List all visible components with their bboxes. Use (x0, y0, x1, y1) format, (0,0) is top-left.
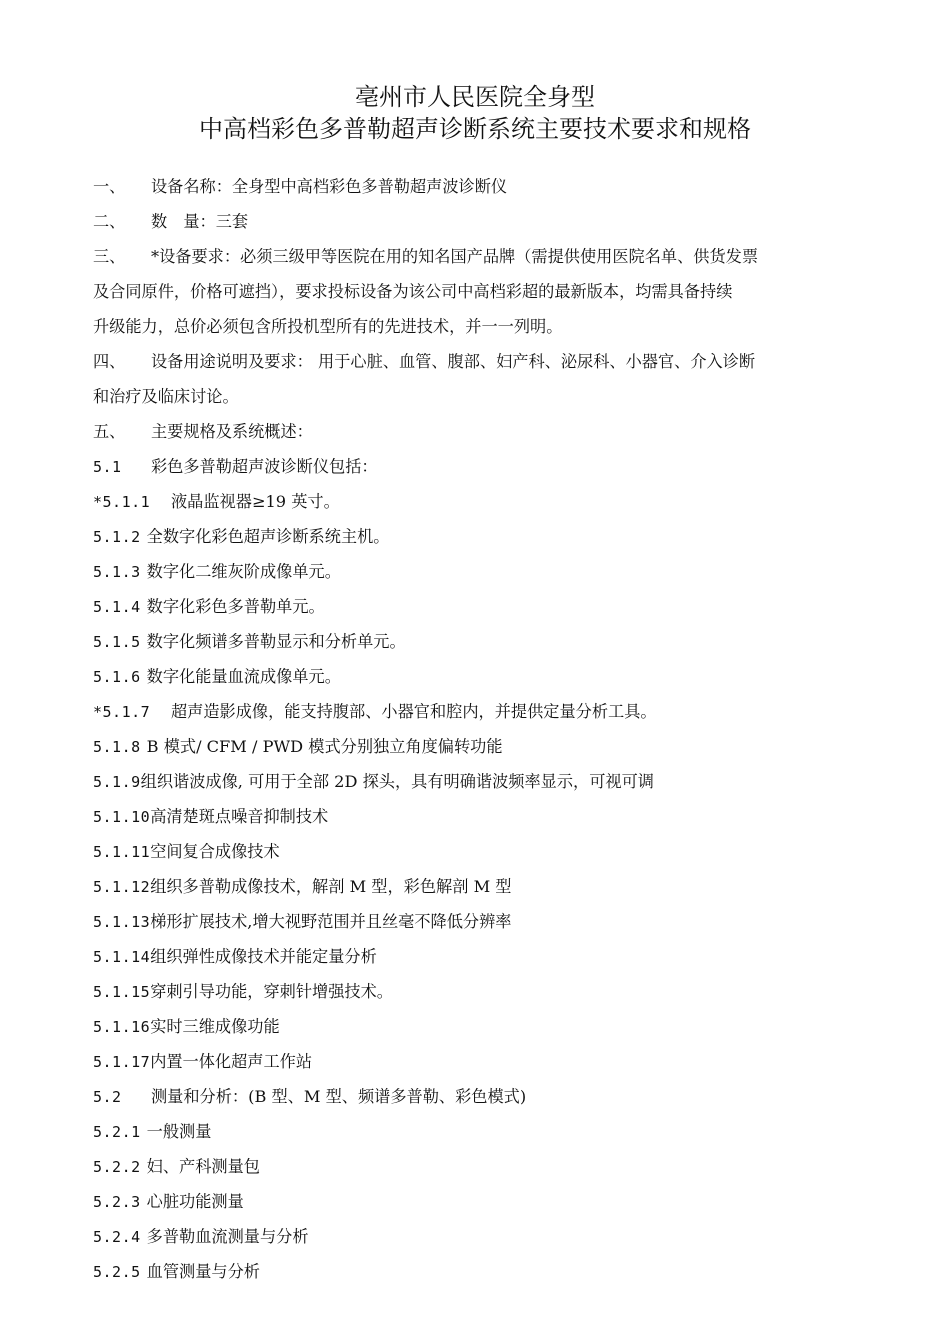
paragraph (93, 344, 868, 414)
item-number: 5.1.10 (93, 808, 151, 826)
paragraph-text: *设备要求：必须三级甲等医院在用的知名国产品牌（需提供使用医院名单、供货发票 (151, 247, 759, 266)
document-title-line2: 中高档彩色多普勒超声诊断系统主要技术要求和规格 (199, 115, 751, 143)
item-text: 心脏功能测量 (146, 1192, 244, 1211)
item-text: 数字化彩色多普勒单元。 (146, 597, 325, 616)
paragraph (93, 239, 868, 344)
item-number: 5.1.5 (93, 633, 141, 651)
list-item (93, 1219, 868, 1254)
item-text: B 模式/ CFM / PWD 模式分别独立角度偏转功能 (146, 737, 503, 756)
item-text: 空间复合成像技术 (150, 842, 280, 861)
item-number: 5.1.2 (93, 528, 141, 546)
section-number: 四、 (93, 352, 126, 371)
list-item (93, 624, 868, 659)
list-item (93, 1114, 868, 1149)
item-text: 高清楚斑点噪音抑制技术 (150, 807, 329, 826)
list-item (93, 1044, 868, 1079)
item-text: 组织多普勒成像技术，解剖 M 型，彩色解剖 M 型 (150, 877, 512, 896)
list-item (93, 694, 868, 729)
paragraph (93, 204, 868, 239)
list-item (93, 659, 868, 694)
list-item (93, 939, 868, 974)
list-item (93, 729, 868, 764)
list-item (93, 799, 868, 834)
item-number: 5.2.5 (93, 1263, 141, 1281)
list-item (93, 1254, 868, 1289)
item-number: 5.1.14 (93, 948, 151, 966)
item-number: 5.1.8 (93, 738, 141, 756)
item-text: 梯形扩展技术,增大视野范围并且丝毫不降低分辨率 (150, 912, 512, 931)
section-number: 一、 (93, 177, 126, 196)
paragraph-continuation: 和治疗及临床讨论。 (93, 387, 239, 406)
item-number: 5.1.13 (93, 913, 151, 931)
paragraph-continuation: 升级能力，总价必须包含所投机型所有的先进技术，并一一列明。 (93, 317, 563, 336)
item-text: 数字化频谱多普勒显示和分析单元。 (146, 632, 406, 651)
paragraph-text: 设备用途说明及要求： 用于心脏、血管、腹部、妇产科、泌尿科、小器官、介入诊断 (151, 352, 756, 371)
section-number: 5.2 (93, 1088, 122, 1106)
section-number: 五、 (93, 422, 126, 441)
list-item (93, 589, 868, 624)
list-item (93, 484, 868, 519)
document-body (93, 169, 868, 1289)
item-text: 多普勒血流测量与分析 (146, 1227, 309, 1246)
item-text: 内置一体化超声工作站 (150, 1052, 313, 1071)
item-text: 数字化二维灰阶成像单元。 (146, 562, 341, 581)
item-text: 全数字化彩色超声诊断系统主机。 (146, 527, 390, 546)
list-item (93, 1184, 868, 1219)
item-text: 血管测量与分析 (146, 1262, 260, 1281)
item-number: 5.1.12 (93, 878, 151, 896)
item-number: 5.1.15 (93, 983, 151, 1001)
paragraph-continuation: 及合同原件，价格可遮挡），要求投标设备为该公司中高档彩超的最新版本，均需具备持续 (93, 282, 733, 301)
section-number: 5.1 (93, 458, 122, 476)
list-item (93, 519, 868, 554)
item-text: 妇、产科测量包 (146, 1157, 260, 1176)
item-text: 液晶监视器≥19 英寸。 (171, 492, 340, 511)
paragraph (93, 1079, 868, 1114)
paragraph (93, 169, 868, 204)
paragraph-text: 设备名称：全身型中高档彩色多普勒超声波诊断仪 (151, 177, 508, 196)
list-item (93, 1009, 868, 1044)
item-number: 5.1.11 (93, 843, 151, 861)
list-item (93, 764, 868, 799)
paragraph-text: 测量和分析：(B 型、M 型、频谱多普勒、彩色模式) (151, 1087, 527, 1106)
paragraph-text: 彩色多普勒超声波诊断仪包括： (151, 457, 378, 476)
item-text: 数字化能量血流成像单元。 (146, 667, 341, 686)
paragraph (93, 449, 868, 484)
item-text: 超声造影成像，能支持腹部、小器官和腔内，并提供定量分析工具。 (171, 702, 657, 721)
list-item (93, 869, 868, 904)
item-number: 5.1.17 (93, 1053, 151, 1071)
item-text: 组织谐波成像, 可用于全部 2D 探头，具有明确谐波频率显示，可视可调 (140, 772, 654, 791)
item-number: 5.2.3 (93, 1193, 141, 1211)
item-number: *5.1.7 (93, 703, 151, 721)
list-item (93, 1149, 868, 1184)
list-item (93, 904, 868, 939)
item-text: 穿刺引导功能，穿刺针增强技术。 (150, 982, 393, 1001)
item-text: 一般测量 (146, 1122, 212, 1141)
list-item (93, 554, 868, 589)
paragraph-text: 主要规格及系统概述： (151, 422, 313, 441)
item-text: 实时三维成像功能 (150, 1017, 280, 1036)
paragraph (93, 414, 868, 449)
item-number: 5.1.3 (93, 563, 141, 581)
item-number: 5.1.4 (93, 598, 141, 616)
item-text: 组织弹性成像技术并能定量分析 (150, 947, 377, 966)
list-item (93, 974, 868, 1009)
item-number: 5.2.4 (93, 1228, 141, 1246)
item-number: *5.1.1 (93, 493, 151, 511)
paragraph-text: 数 量：三套 (151, 212, 249, 231)
section-number: 三、 (93, 247, 126, 266)
list-item (93, 834, 868, 869)
document-title-line1: 亳州市人民医院全身型 (355, 83, 595, 111)
item-number: 5.2.2 (93, 1158, 141, 1176)
item-number: 5.1.9 (93, 773, 141, 791)
item-number: 5.2.1 (93, 1123, 141, 1141)
section-number: 二、 (93, 212, 126, 231)
item-number: 5.1.6 (93, 668, 141, 686)
item-number: 5.1.16 (93, 1018, 151, 1036)
